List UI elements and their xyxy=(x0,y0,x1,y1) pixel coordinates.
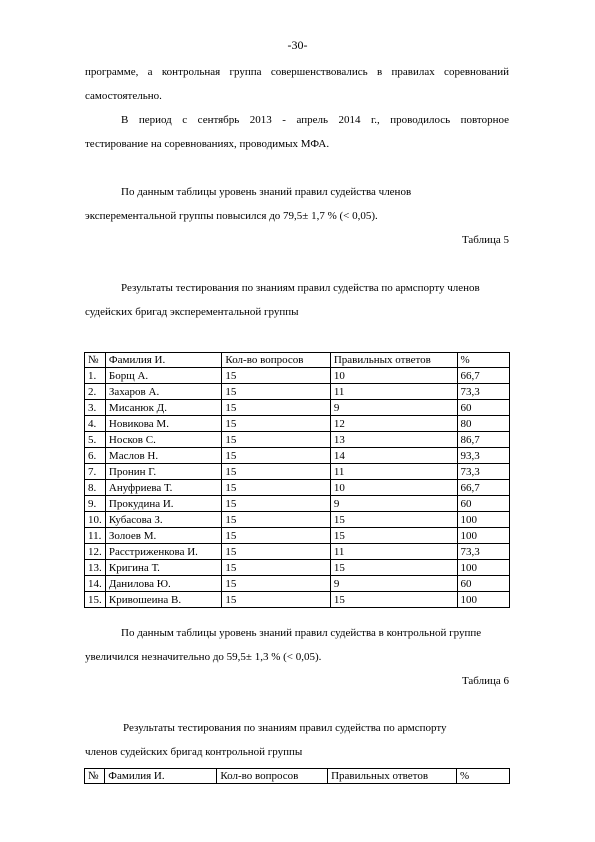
table-cell: 6. xyxy=(85,448,106,464)
table-cell: 80 xyxy=(457,416,509,432)
table-row xyxy=(85,464,510,480)
table-cell: Прокудина И. xyxy=(105,496,221,512)
table-header-row xyxy=(85,353,510,368)
table-cell: 15 xyxy=(222,432,330,448)
table-row xyxy=(85,592,510,608)
table6-label: Таблица 6 xyxy=(461,675,509,687)
table-cell: Носков С. xyxy=(105,432,221,448)
header-cell: Правильных ответов xyxy=(328,769,457,784)
header-cell: Кол-во вопросов xyxy=(217,769,328,784)
header-cell: % xyxy=(456,769,509,784)
para3-line1: По данным таблицы уровень знаний правил судейства членов xyxy=(121,186,412,198)
table-cell: 15 xyxy=(330,560,457,576)
table-row xyxy=(85,384,510,400)
table-cell: Захаров А. xyxy=(105,384,221,400)
table6-caption-line1: Результаты тестирования по знаниям правил судейства по армспорту xyxy=(123,722,447,734)
table-cell: Мисанюк Д. xyxy=(105,400,221,416)
table-cell: 13 xyxy=(330,432,457,448)
table-cell: Борщ А. xyxy=(105,368,221,384)
table-cell: 15 xyxy=(222,528,330,544)
para1-line1: программе, а контрольная группа совершенствовались в правилах соревнований xyxy=(85,66,509,78)
table-row xyxy=(85,496,510,512)
table-cell: 10 xyxy=(330,368,457,384)
table-cell: 9 xyxy=(330,496,457,512)
table-cell: Новикова М. xyxy=(105,416,221,432)
table-cell: 15. xyxy=(85,592,106,608)
table-cell: 12. xyxy=(85,544,106,560)
table-cell: 11. xyxy=(85,528,106,544)
table-cell: 11 xyxy=(330,464,457,480)
table-cell: 15 xyxy=(222,560,330,576)
table-row xyxy=(85,480,510,496)
header-cell: Кол-во вопросов xyxy=(222,353,330,368)
table-row xyxy=(85,432,510,448)
table-cell: Кубасова З. xyxy=(105,512,221,528)
table-cell: 73,3 xyxy=(457,544,509,560)
table-row xyxy=(85,512,510,528)
table-cell: 15 xyxy=(222,400,330,416)
table-cell: 11 xyxy=(330,544,457,560)
table-cell: Кригина Т. xyxy=(105,560,221,576)
para2-line1: В период с сентябрь 2013 - апрель 2014 г., проводилось повторное xyxy=(121,114,509,126)
table-cell: 100 xyxy=(457,528,509,544)
table-cell: 15 xyxy=(222,496,330,512)
table-cell: 100 xyxy=(457,592,509,608)
para4-line2: увеличился незначительно до 59,5± 1,3 % (< 0,05). xyxy=(85,651,322,663)
table6-caption-line2: членов судейских бригад контрольной группы xyxy=(85,746,303,758)
table-row xyxy=(85,416,510,432)
table-cell: Расстриженкова И. xyxy=(105,544,221,560)
table-cell: 15 xyxy=(222,512,330,528)
table-row xyxy=(85,448,510,464)
table-cell: Ануфриева Т. xyxy=(105,480,221,496)
table-cell: 15 xyxy=(222,544,330,560)
table-cell: 10. xyxy=(85,512,106,528)
table-cell: 15 xyxy=(330,512,457,528)
table-row xyxy=(85,560,510,576)
table-cell: Золоев М. xyxy=(105,528,221,544)
table-cell: 4. xyxy=(85,416,106,432)
table-cell: 15 xyxy=(222,384,330,400)
table-cell: 9. xyxy=(85,496,106,512)
table-cell: 86,7 xyxy=(457,432,509,448)
table-row xyxy=(85,528,510,544)
table-cell: 10 xyxy=(330,480,457,496)
table5-caption-line1: Результаты тестирования по знаниям правил судейства по армспорту членов xyxy=(121,282,480,294)
table-cell: Данилова Ю. xyxy=(105,576,221,592)
table-cell: 9 xyxy=(330,400,457,416)
table5-label: Таблица 5 xyxy=(461,234,509,246)
table-cell: 100 xyxy=(457,560,509,576)
header-cell: Фамилия И. xyxy=(105,769,217,784)
table-cell: 15 xyxy=(222,576,330,592)
para4-line1: По данным таблицы уровень знаний правил судейства в контрольной группе xyxy=(121,627,482,639)
table-cell: Пронин Г. xyxy=(105,464,221,480)
table-cell: 60 xyxy=(457,400,509,416)
header-cell: % xyxy=(457,353,509,368)
table-cell: Маслов Н. xyxy=(105,448,221,464)
table-cell: Кривошеина В. xyxy=(105,592,221,608)
table-cell: 11 xyxy=(330,384,457,400)
table-cell: 15 xyxy=(330,592,457,608)
table-cell: 12 xyxy=(330,416,457,432)
table-cell: 15 xyxy=(222,448,330,464)
header-cell: № xyxy=(85,769,105,784)
page-number: -30- xyxy=(287,38,308,52)
table-cell: 3. xyxy=(85,400,106,416)
table-cell: 100 xyxy=(457,512,509,528)
table-row xyxy=(85,400,510,416)
table-cell: 9 xyxy=(330,576,457,592)
table-cell: 73,3 xyxy=(457,464,509,480)
table-cell: 5. xyxy=(85,432,106,448)
table-cell: 14 xyxy=(330,448,457,464)
table-cell: 73,3 xyxy=(457,384,509,400)
table-cell: 13. xyxy=(85,560,106,576)
table-cell: 66,7 xyxy=(457,480,509,496)
header-cell: Правильных ответов xyxy=(330,353,457,368)
table-cell: 66,7 xyxy=(457,368,509,384)
table-cell: 14. xyxy=(85,576,106,592)
para2-line2: тестирование на соревнованиях, проводимых МФА. xyxy=(85,138,330,150)
table6 xyxy=(84,768,510,784)
table5 xyxy=(84,352,510,608)
table-cell: 15 xyxy=(330,528,457,544)
table-cell: 1. xyxy=(85,368,106,384)
table-row xyxy=(85,544,510,560)
table-cell: 8. xyxy=(85,480,106,496)
table-header-row xyxy=(85,769,510,784)
header-cell: № xyxy=(85,353,106,368)
table-cell: 7. xyxy=(85,464,106,480)
table-row xyxy=(85,368,510,384)
table-cell: 2. xyxy=(85,384,106,400)
header-cell: Фамилия И. xyxy=(105,353,221,368)
table-row xyxy=(85,576,510,592)
para3-line2: эксперементальной группы повысился до 79,5± 1,7 % (< 0,05). xyxy=(85,210,378,222)
table-cell: 15 xyxy=(222,368,330,384)
table-cell: 15 xyxy=(222,480,330,496)
table-cell: 60 xyxy=(457,496,509,512)
table5-caption-line2: судейских бригад эксперементальной группы xyxy=(85,306,299,318)
table-cell: 60 xyxy=(457,576,509,592)
table-cell: 15 xyxy=(222,464,330,480)
table-cell: 15 xyxy=(222,416,330,432)
table-cell: 93,3 xyxy=(457,448,509,464)
para1-line2: самостоятельно. xyxy=(85,90,162,102)
table-cell: 15 xyxy=(222,592,330,608)
